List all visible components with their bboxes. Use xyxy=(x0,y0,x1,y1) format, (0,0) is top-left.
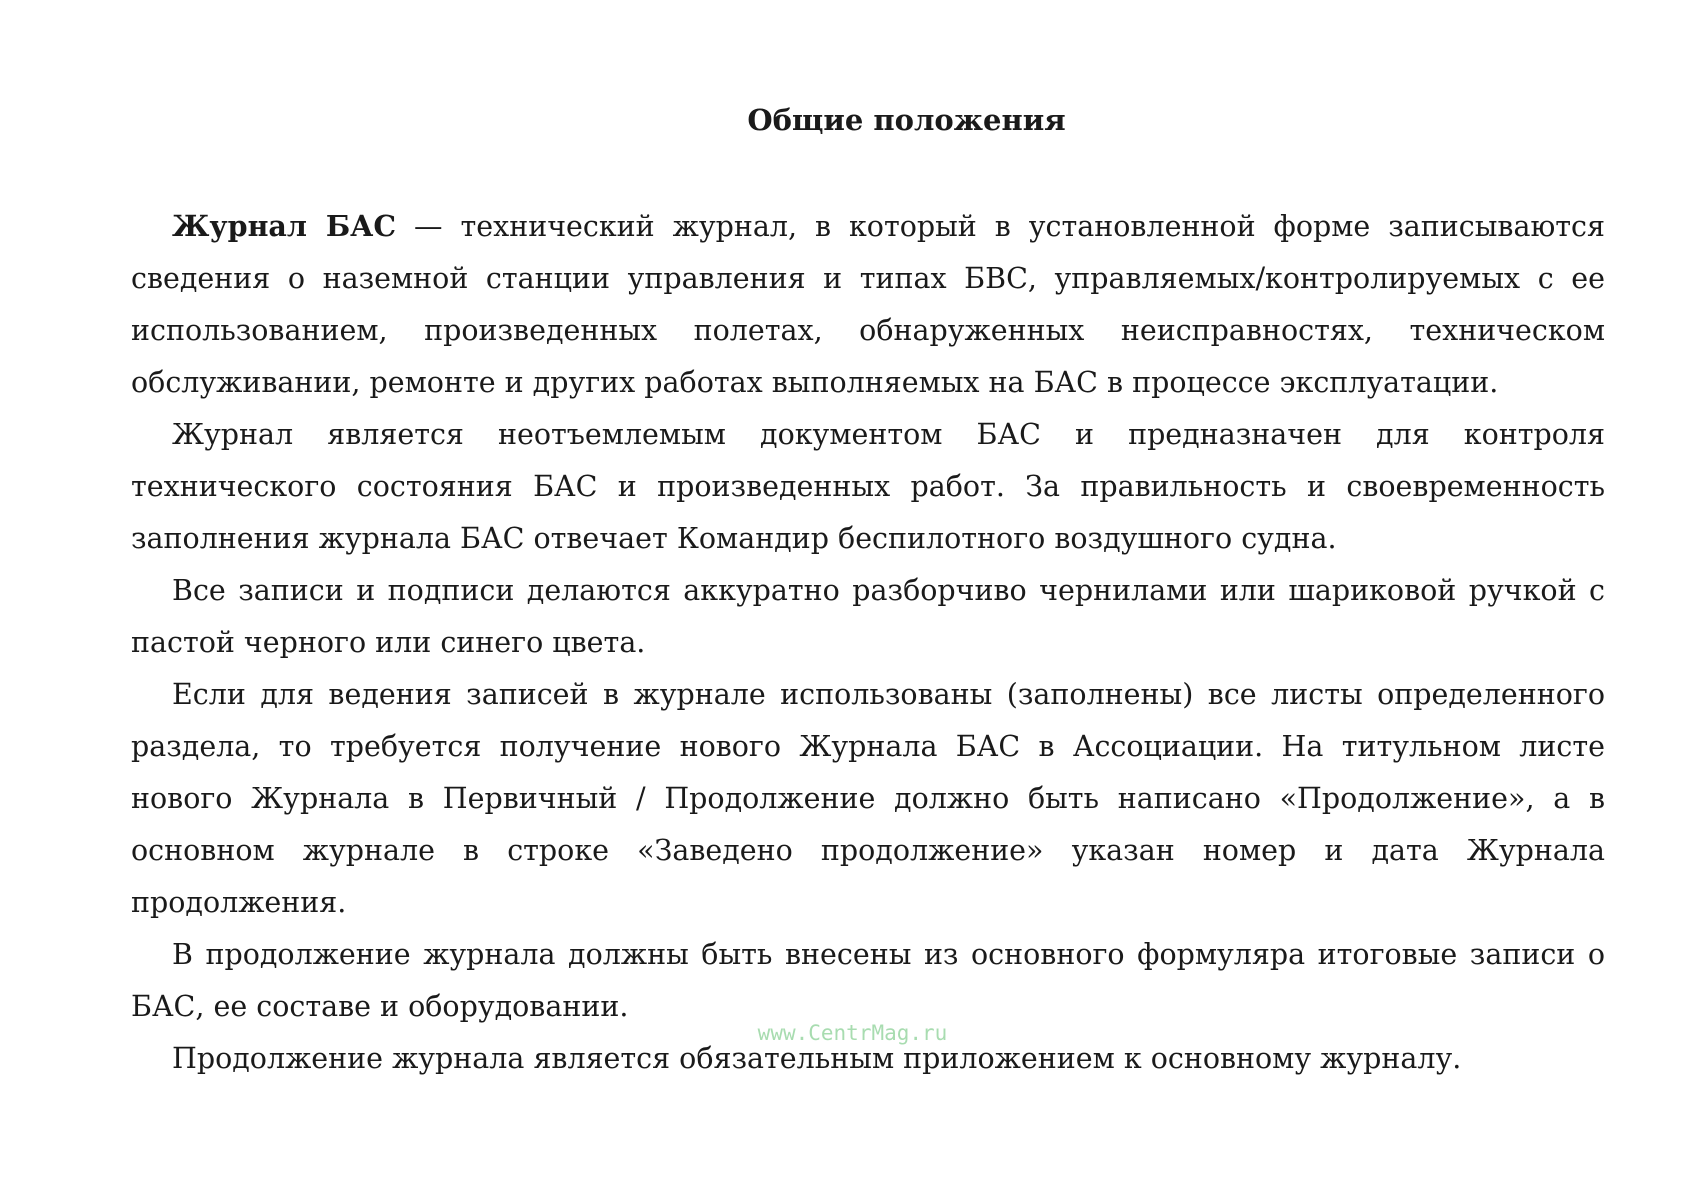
paragraph-2-text: Журнал является неотъемлемым документом БАС и предназначен для контроля технического состояния БАС и произведенных работ. За правильность и своевременность заполнения журнала БАС отвечает Командир беспилотного воздушного судна. xyxy=(131,418,1605,555)
paragraph-2 xyxy=(131,409,1605,565)
paragraph-4-text: Если для ведения записей в журнале использованы (заполнены) все листы определенного раздела, то требуется получение нового Журнала БАС в Ассоциации. На титульном листе нового Журнала в Первичный / Продолжение должно быть написано «Продолжение», а в основном журнале в строке «Заведено продолжение» указан номер и дата Журнала продолжения. xyxy=(131,678,1605,919)
page-title: Общие положения xyxy=(747,103,1066,137)
paragraph-5 xyxy=(131,929,1605,1033)
paragraph-6-text: Продолжение журнала является обязательным приложением к основному журналу. xyxy=(172,1042,1462,1075)
watermark-text: www.CentrMag.ru xyxy=(757,1021,948,1045)
paragraph-1-text: — технический журнал, в который в установленной форме записываются сведения о наземной станции управления и типах БВС, управляемых/контролируемых с ее использованием, произведенных полетах, обнаруженных неисправностях, техническом обслуживании, ремонте и других работах выполняемых на БАС в процессе эксплуатации. xyxy=(131,210,1605,399)
paragraph-3 xyxy=(131,565,1605,669)
paragraph-5-text: В продолжение журнала должны быть внесены из основного формуляра итоговые записи о БАС, ее составе и оборудовании. xyxy=(131,938,1605,1023)
document-body xyxy=(131,200,1605,1085)
paragraph-3-text: Все записи и подписи делаются аккуратно разборчиво чернилами или шариковой ручкой с пастой черного или синего цвета. xyxy=(131,574,1605,659)
paragraph-1 xyxy=(131,200,1605,409)
paragraph-4 xyxy=(131,669,1605,929)
paragraph-1-lead: Журнал БАС xyxy=(172,209,397,243)
